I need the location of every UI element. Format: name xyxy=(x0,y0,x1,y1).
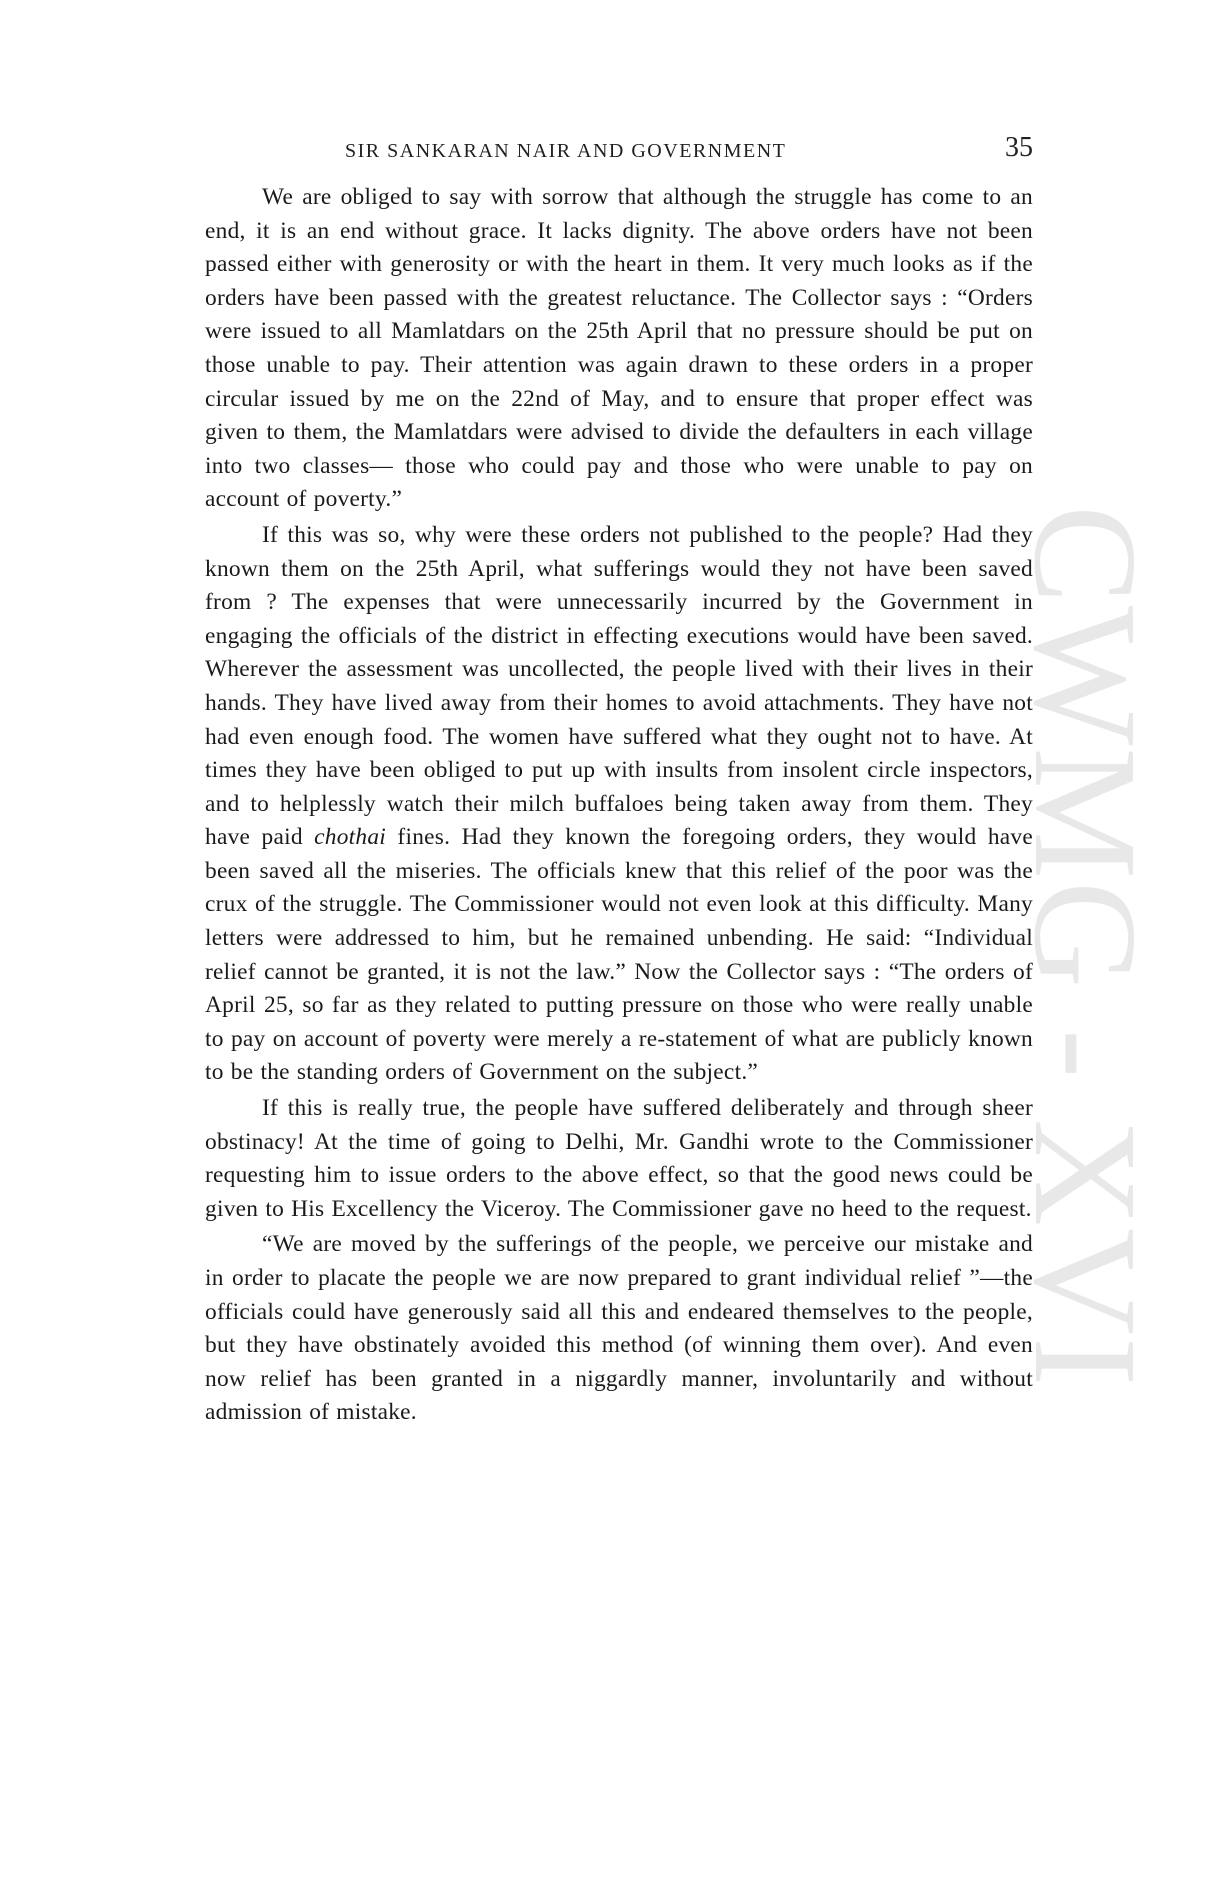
running-title: SIR SANKARAN NAIR AND GOVERNMENT xyxy=(345,140,787,162)
paragraph-2 xyxy=(205,519,1033,1090)
paragraph-2-italic-term: chothai xyxy=(314,824,387,851)
body-text xyxy=(205,181,1033,1430)
paragraph-1: We are obliged to say with sorrow that although the struggle has come to an end, it is an end without grace. It lacks dignity. The above orders have not been passed either with generosity or with the heart in them. It very much looks as if the orders have been passed with the greatest reluctance. The Collector says : “Orders were issued to all Mamlatdars on the 25th April that no pressure should be put on those unable to pay. Their attention was again drawn to these orders in a proper circular issued by me on the 22nd of May, and to ensure that proper effect was given to them, the Mamlatdars were advised to divide the defaulters in each village into two classes— those who could pay and those who were unable to pay on account of poverty.” xyxy=(205,184,1033,513)
paragraph-2-before: If this was so, why were these orders not published to the people? Had they known them on the 25th April, what sufferings would they not have been saved from ? The expenses that were unnecessarily incurred by the Government in engaging the officials of the district in effecting executions would have been saved. Wherever the assessment was uncollected, the people lived with their lives in their hands. They have lived away from their homes to avoid attachments. They have not had even enough food. The women have suffered what they ought not to have. At times they have been obliged to put up with insults from insolent circle inspectors, and to helplessly watch their milch buffaloes being taken away from them. They have paid xyxy=(205,521,1033,851)
watermark xyxy=(1003,505,1170,1395)
paragraph-4: “We are moved by the sufferings of the people, we perceive our mistake and in order to placate the people we are now prepared to grant individual relief ”—the officials could have generously said all this and endeared themselves to the people, but they have obstinately avoided this method (of winning them over). And even now relief has been granted in a niggardly manner, involuntarily and without admission of mistake. xyxy=(205,1231,1033,1426)
watermark-text: CWMG - XVI xyxy=(1003,505,1167,1389)
running-head xyxy=(205,132,1033,172)
paragraph-3: If this is really true, the people have suffered deliberately and through sheer obstinacy! At the time of going to Delhi, Mr. Gandhi wrote to the Commissioner requesting him to issue orders to the above effect, so that the good news could be given to His Excellency the Viceroy. The Commissioner gave no heed to the request. xyxy=(205,1095,1033,1222)
page-number: 35 xyxy=(1005,132,1033,163)
paragraph-2-after: fines. Had they known the foregoing orders, they would have been saved all the miseries. The officials knew that this relief of the poor was the crux of the struggle. The Commissioner would not even look at this difficulty. Many letters were addressed to him, but he remained unbending. He said: “Individual relief cannot be granted, it is not the law.” Now the Collector says : “The orders of April 25, so far as they related to putting pressure on those who were really unable to pay on account of poverty were merely a re-statement of what are publicly known to be the standing orders of Government on the subject.” xyxy=(205,824,1034,1086)
